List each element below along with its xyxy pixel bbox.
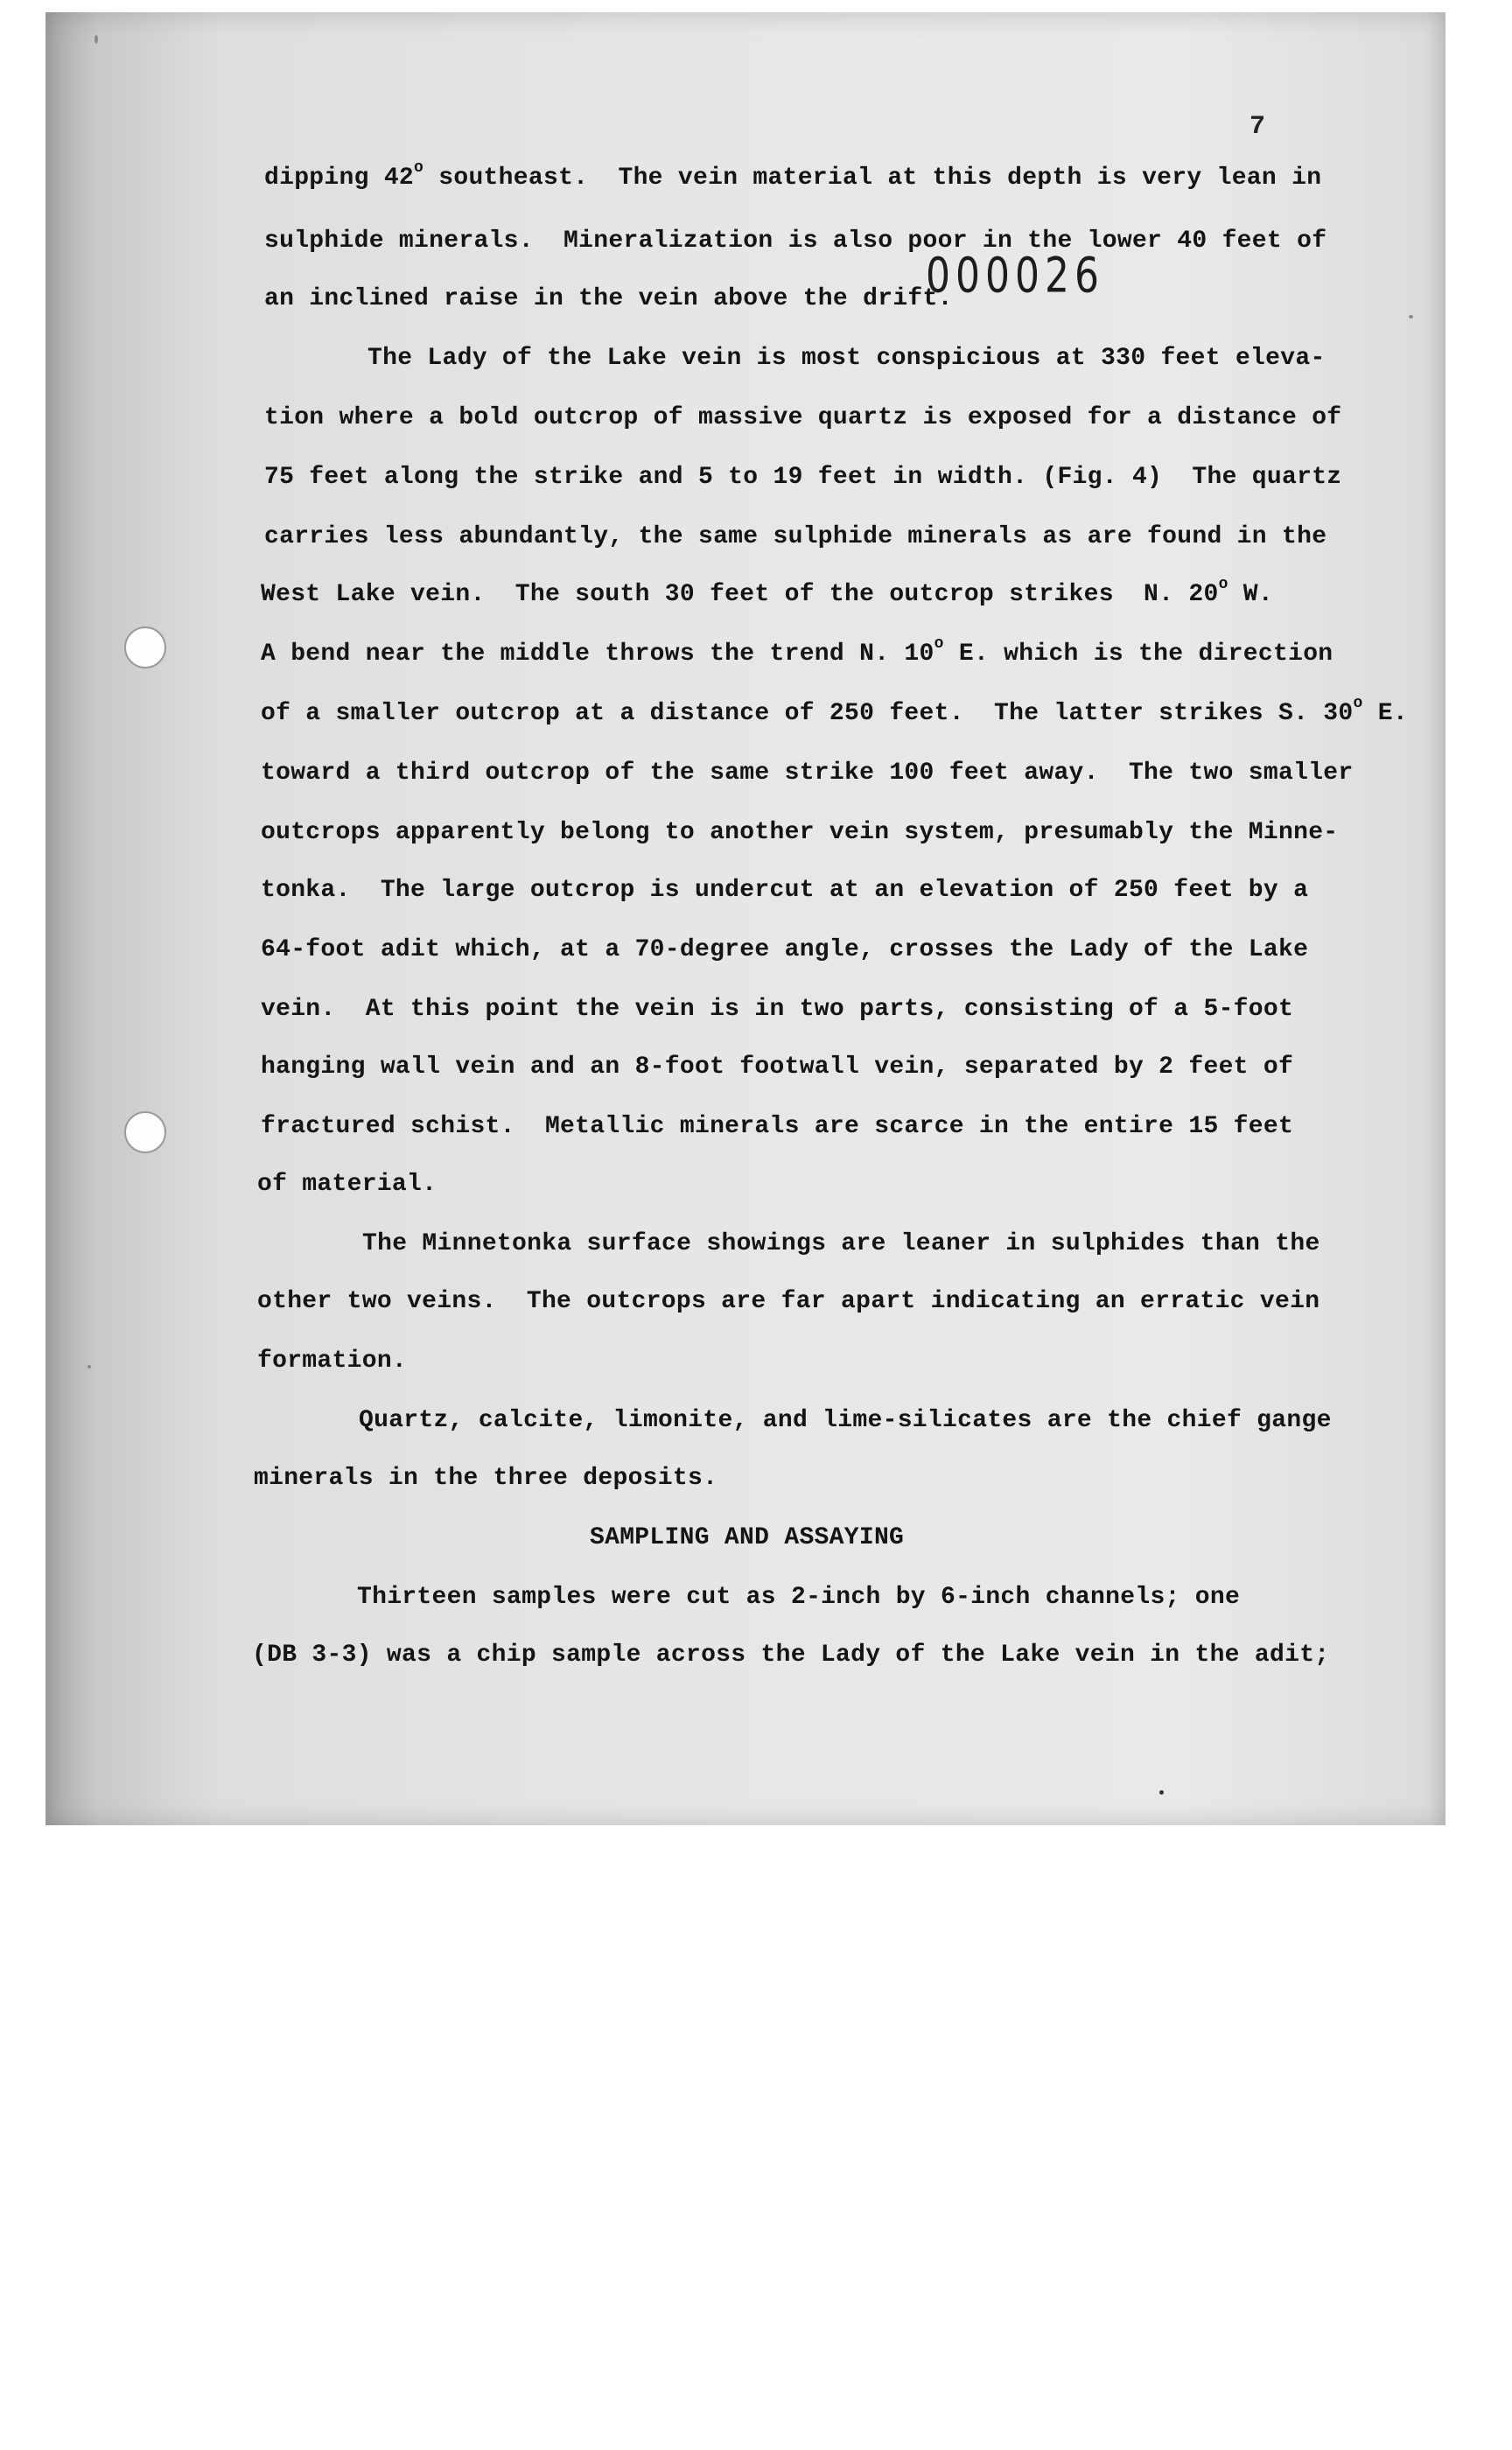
text-line: of material. (257, 1171, 438, 1198)
text-line: A bend near the middle throws the trend N. 10$^o$ E. which is the direction (261, 635, 1334, 668)
text-line: tion where a bold outcrop of massive quartz is exposed for a distance of (264, 404, 1342, 431)
text-line: formation. (257, 1348, 408, 1375)
document-stamp: 000026 (926, 248, 1104, 304)
text-line: vein. At this point the vein is in two parts, consisting of a 5-foot (261, 996, 1294, 1023)
text-line: 64-foot adit which, at a 70-degree angle, crosses the Lady of the Lake (261, 936, 1309, 963)
scan-speck (94, 35, 98, 44)
text-line: The Lady of the Lake vein is most conspicious at 330 feet eleva- (368, 345, 1326, 372)
text-line: Thirteen samples were cut as 2-inch by 6-inch channels; one (357, 1584, 1241, 1611)
text-line: (DB 3-3) was a chip sample across the Lady of the Lake vein in the adit; (252, 1642, 1330, 1669)
text-line: other two veins. The outcrops are far apart indicating an erratic vein (257, 1288, 1320, 1315)
scan-speck (1159, 1790, 1164, 1795)
section-heading: SAMPLING AND ASSAYING (590, 1524, 905, 1551)
text-line: minerals in the three deposits. (254, 1465, 718, 1492)
text-line: an inclined raise in the vein above the drift. (264, 285, 953, 312)
text-line: toward a third outcrop of the same strike 100 feet away. The two smaller (261, 760, 1354, 787)
text-line: West Lake vein. The south 30 feet of the outcrop strikes N. 20$^o$ W. (261, 576, 1273, 608)
text-line: dipping 42$^o$ southeast. The vein material at this depth is very lean in (264, 159, 1322, 192)
text-line: carries less abundantly, the same sulphide minerals as are found in the (264, 523, 1327, 550)
text-line: of a smaller outcrop at a distance of 250 feet. The latter strikes S. 30$^o$ E. (261, 695, 1408, 727)
scanned-paper (46, 12, 1446, 1825)
text-line: Quartz, calcite, limonite, and lime-silicates are the chief gange (359, 1407, 1332, 1434)
text-line: tonka. The large outcrop is undercut at an elevation of 250 feet by a (261, 877, 1309, 904)
page-number: 7 (1250, 112, 1266, 142)
scan-speck (1409, 315, 1413, 318)
text-line: outcrops apparently belong to another vein system, presumably the Minne- (261, 819, 1339, 846)
punch-hole-bottom (124, 1111, 166, 1153)
text-line: 75 feet along the strike and 5 to 19 feet in width. (Fig. 4) The quartz (264, 464, 1342, 491)
text-line: hanging wall vein and an 8-foot footwall vein, separated by 2 feet of (261, 1054, 1294, 1081)
text-line: The Minnetonka surface showings are leaner in sulphides than the (362, 1230, 1320, 1257)
text-line: sulphide minerals. Mineralization is also poor in the lower 40 feet of (264, 228, 1327, 255)
scan-speck (88, 1365, 91, 1368)
punch-hole-top (124, 626, 166, 668)
text-line: fractured schist. Metallic minerals are scarce in the entire 15 feet (261, 1113, 1294, 1140)
